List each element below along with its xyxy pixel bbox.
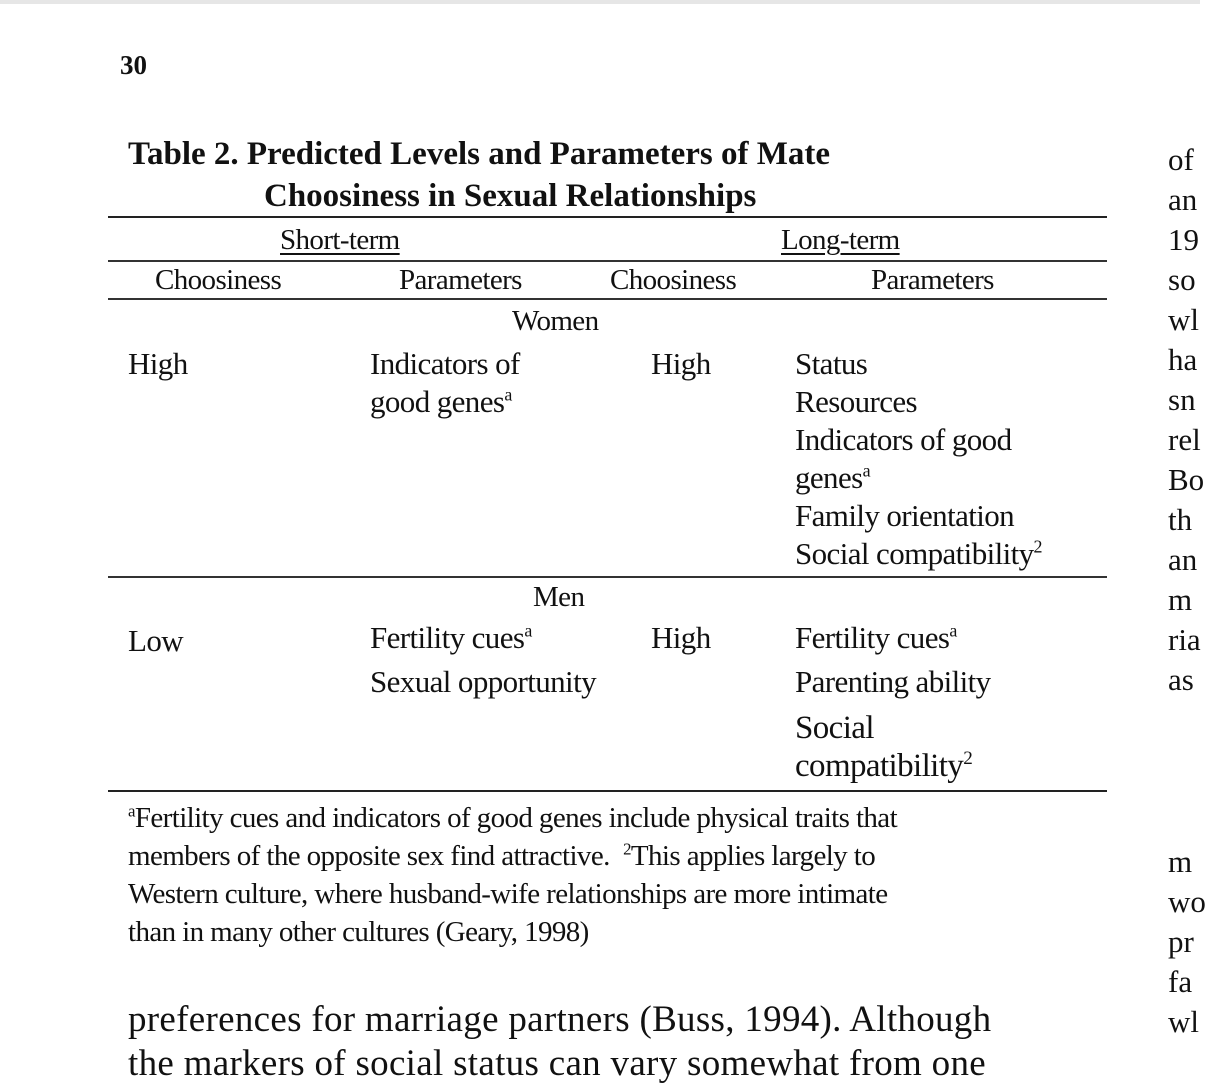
parameter-item-with-sup: [370, 383, 520, 421]
table-bottom-rule: [108, 790, 1107, 792]
footnote-line: Western culture, where husband-wife relationships are more intimate: [128, 878, 888, 910]
men-long-parameters: [795, 619, 991, 785]
choosiness-value: High: [651, 346, 711, 381]
fragment: as: [1168, 662, 1194, 697]
men-long-choosiness: [651, 619, 711, 657]
fragment: an: [1168, 182, 1198, 217]
right-column-fragments-bottom: [1168, 842, 1206, 1042]
parameter-item-with-sup: [795, 747, 991, 785]
table-top-rule: [108, 216, 1107, 218]
page-number: 30: [120, 50, 147, 80]
fragment: m: [1168, 582, 1193, 617]
section-divider-rule: [108, 576, 1107, 578]
parameter-item: Parenting ability: [795, 664, 991, 699]
parameter-item-with-sup: [370, 619, 596, 657]
section-label-men: Men: [533, 581, 585, 613]
parameter-item-with-sup: [795, 619, 991, 657]
parameter-item: Family orientation: [795, 498, 1015, 533]
parameter-text: Fertility cues: [795, 620, 950, 655]
men-short-choosiness: [128, 622, 183, 660]
footnote-line: [128, 799, 897, 837]
choosiness-value: High: [651, 620, 711, 655]
body-text-line-1: preferences for marriage partners (Buss, 1994). Although: [128, 999, 992, 1040]
superscript-a: a: [128, 801, 135, 821]
table-footnote: [128, 799, 897, 951]
footnote-line: [128, 837, 897, 875]
parameter-item: Indicators of good: [795, 422, 1012, 457]
fragment: sn: [1168, 382, 1196, 417]
parameter-text: compatibility: [795, 748, 964, 784]
fragment: fa: [1168, 964, 1193, 999]
parameter-text: Fertility cues: [370, 620, 525, 655]
superscript-2: 2: [623, 839, 631, 859]
fragment: ha: [1168, 342, 1198, 377]
column-header-long-choosiness: Choosiness: [610, 264, 737, 296]
right-column-fragments-top: [1168, 140, 1204, 700]
parameter-item: Sexual opportunity: [370, 664, 596, 699]
parameter-item: Indicators of: [370, 346, 520, 381]
choosiness-value: High: [128, 346, 188, 381]
column-header-rule: [108, 298, 1107, 300]
parameter-item: Resources: [795, 384, 918, 419]
fragment: an: [1168, 542, 1198, 577]
parameter-item: Social: [795, 710, 874, 746]
superscript-2: 2: [1033, 536, 1042, 557]
fragment: Bo: [1168, 462, 1205, 497]
women-long-choosiness: [651, 345, 711, 383]
group-header-rule: [108, 260, 1107, 262]
fragment: wl: [1168, 1004, 1199, 1039]
superscript-a: a: [949, 620, 957, 641]
men-short-parameters: [370, 619, 596, 701]
choosiness-value: Low: [128, 623, 184, 658]
fragment: so: [1168, 262, 1196, 297]
women-short-parameters: [370, 345, 520, 421]
women-long-parameters: [795, 345, 1042, 573]
fragment: 19: [1168, 222, 1199, 257]
fragment: of: [1168, 142, 1194, 177]
superscript-a: a: [862, 460, 870, 481]
fragment: ria: [1168, 622, 1201, 657]
parameter-item: Status: [795, 346, 868, 381]
footnote-text: Fertility cues and indicators of good genes include physical traits that: [134, 802, 898, 834]
footnote-text: members of the opposite sex find attractive.: [128, 840, 610, 872]
column-header-short-choosiness: Choosiness: [155, 264, 282, 296]
fragment: wl: [1168, 302, 1199, 337]
column-header-short-parameters: Parameters: [399, 264, 522, 296]
superscript-a: a: [504, 384, 512, 405]
women-short-choosiness: [128, 345, 188, 383]
fragment: wo: [1168, 884, 1206, 919]
parameter-text: genes: [795, 460, 863, 495]
footnote-text: This applies largely to: [630, 840, 876, 872]
parameter-item-with-sup: [795, 535, 1042, 573]
superscript-a: a: [524, 620, 532, 641]
superscript-2: 2: [963, 748, 973, 769]
column-header-long-parameters: Parameters: [871, 264, 994, 296]
group-header-long-term: Long-term: [781, 224, 900, 256]
parameter-text: Social compatibility: [795, 536, 1034, 571]
group-header-short-term: Short-term: [280, 224, 400, 256]
fragment: rel: [1168, 422, 1201, 457]
fragment: m: [1168, 844, 1193, 879]
footnote-line: than in many other cultures (Geary, 1998): [128, 916, 589, 948]
parameter-item-with-sup: [795, 459, 1042, 497]
top-edge-bar: [0, 0, 1200, 4]
fragment: th: [1168, 502, 1193, 537]
fragment: pr: [1168, 924, 1194, 959]
table-title-line-1: Table 2. Predicted Levels and Parameters of Mate: [128, 136, 831, 172]
body-text-line-2: the markers of social status can vary somewhat from one: [128, 1043, 986, 1084]
section-label-women: Women: [512, 305, 599, 337]
table-title-line-2: Choosiness in Sexual Relationships: [264, 178, 757, 214]
parameter-text: good genes: [370, 384, 505, 419]
